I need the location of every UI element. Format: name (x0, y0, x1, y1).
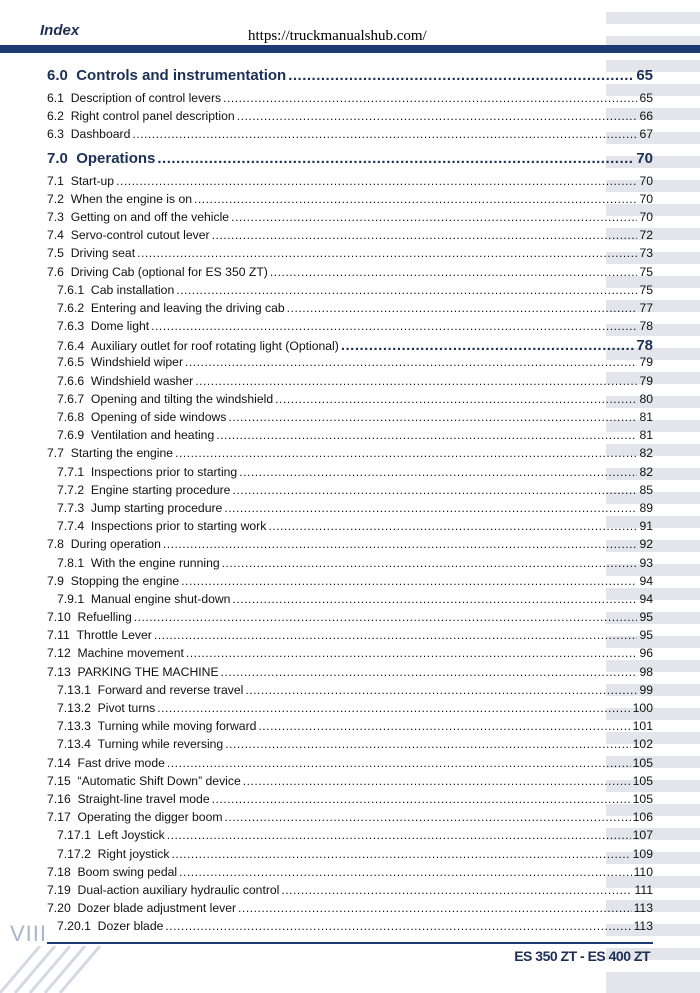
toc-page-number: 75 (639, 264, 653, 279)
toc-entry[interactable] (47, 610, 653, 628)
toc-entry-title (47, 446, 173, 460)
toc-entry[interactable] (47, 901, 653, 919)
toc-entry-title (57, 355, 183, 369)
toc-page-number: 100 (632, 701, 653, 715)
toc-entry[interactable] (47, 537, 653, 555)
toc-entry-text: Driving seat (70, 246, 136, 261)
toc-page-number: 110 (633, 864, 653, 879)
toc-entry-text: Machine movement (77, 646, 184, 661)
toc-entry[interactable] (47, 446, 653, 464)
toc-entry-text: Auxiliary outlet for roof rotating light (Optional) (90, 339, 339, 354)
toc-leader-dots (132, 127, 637, 141)
toc-page-number: 82 (639, 446, 653, 461)
header-rule (0, 45, 700, 53)
toc-page-number: 92 (639, 537, 653, 552)
toc-entry-title (47, 150, 155, 167)
toc-entry[interactable] (47, 828, 653, 846)
toc-entry-number: 7.20.1 (57, 919, 91, 934)
toc-entry[interactable] (47, 683, 653, 701)
toc-entry-title (47, 109, 235, 123)
toc-entry-title (57, 283, 174, 297)
toc-entry[interactable] (47, 192, 653, 210)
toc-leader-dots (167, 756, 631, 770)
toc-entry-title (47, 774, 241, 788)
toc-page-number: 99 (639, 682, 653, 697)
toc-leader-dots (194, 192, 637, 206)
toc-entry-number: 7.5 (47, 246, 64, 261)
toc-entry-title (57, 410, 226, 424)
toc-entry-title (47, 265, 268, 279)
toc-entry[interactable] (47, 319, 653, 337)
toc-entry-number: 7.6.1 (57, 282, 85, 297)
toc-page-number: 78 (636, 337, 653, 355)
toc-entry-title (47, 901, 236, 915)
toc-page-number: 113 (633, 901, 653, 916)
table-of-contents (47, 63, 653, 937)
toc-entry-text: Engine starting procedure (90, 482, 231, 497)
toc-page-number: 70 (639, 173, 653, 188)
toc-entry-text: Opening of side windows (90, 410, 227, 424)
toc-entry-number: 7.13.3 (57, 719, 91, 734)
toc-entry-text: Description of control levers (70, 91, 222, 105)
toc-leader-dots (225, 810, 631, 824)
toc-leader-dots (281, 883, 632, 897)
toc-page-number: 102 (632, 737, 653, 752)
toc-page-number: 91 (639, 519, 653, 534)
toc-page-number: 66 (639, 109, 653, 124)
toc-entry-title (57, 301, 285, 315)
toc-leader-dots (179, 865, 631, 879)
toc-page-number: 73 (639, 246, 653, 261)
toc-leader-dots (137, 246, 637, 260)
toc-entry-title (47, 574, 179, 588)
toc-leader-dots (268, 519, 637, 533)
toc-page-number: 109 (632, 846, 653, 861)
toc-entry-text: Windshield wiper (90, 355, 184, 370)
toc-leader-dots (212, 792, 631, 806)
toc-entry-title (47, 792, 210, 806)
toc-entry-number: 7.1 (47, 173, 64, 188)
toc-entry-text: Dual-action auxiliary hydraulic control (77, 882, 280, 897)
toc-entry-text: Operations (76, 149, 156, 167)
toc-entry[interactable] (47, 810, 653, 828)
toc-entry-number: 7.13.2 (57, 701, 91, 715)
toc-entry-title (47, 756, 165, 770)
toc-entry-number: 7.3 (47, 209, 64, 224)
toc-entry-title (47, 91, 221, 105)
footer-model: ES 350 ZT - ES 400 ZT (514, 948, 650, 964)
toc-leader-dots (171, 847, 630, 861)
toc-entry[interactable] (47, 646, 653, 664)
toc-page-number: 106 (632, 810, 653, 825)
toc-entry-text: When the engine is on (70, 191, 193, 206)
toc-entry-title (57, 592, 230, 606)
footer-decoration (0, 946, 150, 993)
toc-entry[interactable] (47, 628, 653, 646)
toc-leader-dots (175, 446, 637, 460)
toc-page-number: 96 (639, 646, 653, 661)
toc-entry-text: Starting the engine (70, 446, 174, 461)
toc-entry[interactable] (47, 574, 653, 592)
toc-entry[interactable] (47, 337, 653, 355)
toc-leader-dots (270, 265, 638, 279)
toc-entry-title (47, 628, 152, 642)
toc-entry-text: Turning while moving forward (97, 719, 257, 734)
toc-leader-dots (231, 210, 637, 224)
toc-entry-number: 7.6.6 (57, 373, 85, 388)
toc-entry-title (57, 519, 266, 533)
toc-entry[interactable] (47, 919, 653, 937)
toc-entry-text: Cab installation (90, 282, 175, 297)
toc-leader-dots (163, 537, 638, 551)
footer-page-number: VIII (10, 921, 48, 946)
toc-entry-title (47, 174, 114, 188)
toc-leader-dots (221, 665, 638, 679)
toc-entry-text: Inspections prior to starting work (90, 519, 267, 534)
toc-entry-text: Ventilation and heating (90, 428, 215, 443)
toc-entry-text: Refuelling (77, 610, 132, 625)
toc-entry-text: During operation (70, 537, 161, 552)
toc-entry-number: 7.7 (47, 446, 64, 461)
toc-entry-number: 7.8.1 (57, 555, 85, 570)
toc-entry-number: 7.7.3 (57, 500, 85, 515)
toc-entry-text: Dome light (90, 319, 150, 334)
toc-leader-dots (185, 355, 637, 369)
toc-page-number: 79 (639, 355, 653, 370)
toc-entry-title (57, 683, 243, 697)
toc-entry-text: Getting on and off the vehicle (70, 209, 230, 224)
toc-leader-dots (157, 701, 630, 715)
toc-entry-text: Right joystick (97, 846, 170, 861)
toc-entry[interactable] (47, 774, 653, 792)
toc-page-number: 94 (639, 573, 653, 588)
toc-entry-number: 7.9.1 (57, 591, 85, 606)
toc-page-number: 75 (639, 282, 653, 297)
toc-page-number: 95 (639, 628, 653, 643)
toc-entry-number: 7.10 (47, 610, 71, 625)
toc-entry-title (47, 246, 135, 260)
toc-page-number: 111 (634, 882, 653, 897)
toc-entry-text: Stopping the engine (70, 573, 180, 588)
toc-leader-dots (167, 828, 631, 842)
toc-page-number: 67 (639, 127, 653, 142)
toc-leader-dots (228, 410, 637, 424)
toc-entry-number: 7.11 (47, 628, 70, 643)
toc-entry-title (57, 828, 165, 842)
toc-entry[interactable] (47, 301, 653, 319)
toc-page-number: 105 (632, 773, 653, 788)
toc-entry-title (47, 646, 184, 660)
toc-entry-number: 7.20 (47, 901, 71, 916)
toc-entry-number: 7.6.7 (57, 391, 85, 406)
toc-page-number: 113 (633, 919, 653, 934)
toc-entry-number: 7.18 (47, 864, 71, 879)
toc-entry-text: Dozer blade (97, 919, 164, 934)
toc-entry-number: 6.3 (47, 127, 64, 142)
toc-entry-title (57, 465, 237, 479)
toc-entry[interactable] (47, 737, 653, 755)
toc-entry-text: Left Joystick (97, 828, 165, 843)
toc-entry-number: 7.6.8 (57, 410, 85, 424)
toc-entry-number: 7.6.3 (57, 319, 85, 334)
toc-entry-number: 7.13 (47, 664, 71, 679)
toc-leader-dots (275, 392, 637, 406)
toc-page-number: 72 (639, 228, 653, 243)
toc-entry-title (57, 319, 149, 333)
header-url[interactable]: https://truckmanualshub.com/ (248, 28, 427, 44)
toc-entry-number: 7.19 (47, 882, 71, 897)
toc-page-number: 93 (639, 555, 653, 570)
toc-entry-number: 7.7.1 (57, 464, 85, 479)
footer-rule (47, 942, 653, 944)
toc-entry[interactable] (47, 792, 653, 810)
toc-entry-number: 7.7.4 (57, 519, 85, 534)
toc-entry[interactable] (47, 719, 653, 737)
toc-page-number: 101 (632, 719, 653, 734)
toc-entry[interactable] (47, 410, 653, 428)
toc-entry[interactable] (47, 865, 653, 883)
toc-entry-text: Boom swing pedal (77, 864, 178, 879)
toc-page-number: 105 (632, 755, 653, 770)
toc-leader-dots (176, 283, 637, 297)
toc-entry-text: Fast drive mode (77, 755, 165, 770)
toc-page-number: 70 (636, 149, 653, 167)
toc-entry-text: With the engine running (90, 555, 220, 570)
toc-entry-number: 7.7.2 (57, 482, 85, 497)
toc-leader-dots (157, 150, 634, 167)
toc-entry-title (47, 865, 177, 879)
toc-entry-number: 7.6.2 (57, 300, 85, 315)
toc-entry-title (57, 339, 339, 353)
toc-entry-text: Entering and leaving the driving cab (90, 300, 285, 315)
toc-entry-number: 7.12 (47, 646, 71, 661)
toc-entry[interactable] (47, 665, 653, 683)
toc-leader-dots (258, 719, 630, 733)
toc-entry-title (47, 810, 223, 824)
toc-page-number: 95 (639, 610, 653, 625)
toc-leader-dots (154, 628, 638, 642)
toc-entry[interactable] (47, 883, 653, 901)
toc-entry[interactable] (47, 847, 653, 865)
toc-leader-dots (238, 901, 632, 915)
toc-entry-text: Dozer blade adjustment lever (77, 901, 237, 916)
toc-entry-text: Turning while reversing (97, 737, 224, 752)
toc-entry-title (57, 847, 169, 861)
toc-leader-dots (232, 483, 637, 497)
toc-entry[interactable] (47, 428, 653, 446)
toc-page-number: 94 (639, 591, 653, 606)
toc-entry-text: Dashboard (70, 127, 131, 142)
toc-page-number: 81 (639, 410, 653, 424)
toc-entry-number: 7.6 (47, 264, 64, 279)
toc-leader-dots (186, 646, 638, 660)
toc-page-number: 70 (639, 191, 653, 206)
toc-entry-title (57, 483, 230, 497)
toc-entry-number: 7.6.4 (57, 339, 85, 354)
toc-entry-text: Inspections prior to starting (90, 464, 238, 479)
toc-entry-title (57, 919, 163, 933)
toc-entry-title (47, 665, 219, 679)
toc-entry-title (57, 737, 223, 751)
toc-entry-title (57, 374, 193, 388)
toc-entry-text: Throttle Lever (76, 628, 152, 643)
toc-entry-text: Operating the digger boom (77, 810, 223, 825)
toc-leader-dots (239, 465, 637, 479)
toc-leader-dots (223, 91, 637, 105)
toc-leader-dots (243, 774, 631, 788)
toc-entry-title (57, 501, 222, 515)
toc-leader-dots (134, 610, 638, 624)
toc-leader-dots (116, 174, 637, 188)
toc-entry[interactable] (47, 374, 653, 392)
toc-leader-dots (287, 301, 638, 315)
toc-entry[interactable] (47, 392, 653, 410)
toc-entry-text: Servo-control cutout lever (70, 228, 210, 243)
toc-section[interactable] (47, 67, 653, 91)
toc-entry-text: Manual engine shut-down (90, 591, 231, 606)
toc-entry-text: Forward and reverse travel (97, 682, 244, 697)
toc-entry[interactable] (47, 265, 653, 283)
toc-page-number: 78 (639, 319, 653, 334)
toc-entry-text: “Automatic Shift Down” device (77, 773, 241, 788)
toc-entry[interactable] (47, 483, 653, 501)
toc-entry-number: 6.1 (47, 91, 64, 105)
toc-entry-title (47, 883, 279, 897)
toc-entry-text: Start-up (70, 173, 115, 188)
toc-entry[interactable] (47, 210, 653, 228)
toc-entry[interactable] (47, 174, 653, 192)
toc-page-number: 105 (632, 791, 653, 806)
toc-entry[interactable] (47, 756, 653, 774)
toc-entry-text: Pivot turns (97, 701, 156, 715)
toc-entry[interactable] (47, 465, 653, 483)
toc-leader-dots (181, 574, 637, 588)
toc-entry-title (47, 537, 161, 551)
toc-entry-title (57, 428, 214, 442)
toc-entry-number: 7.17.1 (57, 828, 91, 843)
toc-leader-dots (151, 319, 637, 333)
toc-entry-text: Driving Cab (optional for ES 350 ZT) (70, 264, 268, 279)
toc-entry-number: 7.2 (47, 191, 64, 206)
toc-entry-text: PARKING THE MACHINE (77, 664, 219, 679)
toc-entry-number: 6.0 (47, 67, 68, 84)
toc-page-number: 65 (639, 91, 653, 105)
toc-entry-number: 7.17.2 (57, 846, 91, 861)
toc-entry[interactable] (47, 355, 653, 373)
toc-leader-dots (288, 67, 634, 84)
toc-entry[interactable] (47, 519, 653, 537)
toc-entry-title (47, 67, 286, 84)
toc-entry-title (57, 719, 256, 733)
toc-leader-dots (216, 428, 637, 442)
toc-leader-dots (212, 228, 638, 242)
toc-leader-dots (237, 109, 638, 123)
toc-entry-number: 7.13.4 (57, 737, 91, 752)
toc-entry[interactable] (47, 283, 653, 301)
toc-leader-dots (245, 683, 637, 697)
toc-entry[interactable] (47, 556, 653, 574)
toc-entry-title (47, 127, 130, 141)
toc-page-number: 65 (636, 67, 653, 84)
toc-leader-dots (222, 556, 638, 570)
toc-entry-number: 7.0 (47, 149, 68, 167)
toc-entry[interactable] (47, 127, 653, 145)
toc-entry-number: 7.17 (47, 810, 71, 825)
toc-section[interactable] (47, 150, 653, 174)
toc-page-number: 98 (639, 664, 653, 679)
toc-entry-text: Controls and instrumentation (76, 67, 287, 84)
toc-entry-number: 7.9 (47, 573, 64, 588)
toc-page-number: 80 (639, 391, 653, 406)
toc-entry-text: Windshield washer (90, 373, 194, 388)
toc-page-number: 81 (639, 428, 653, 443)
toc-entry-number: 7.4 (47, 228, 64, 243)
toc-leader-dots (165, 919, 631, 933)
toc-leader-dots (195, 374, 637, 388)
toc-page-number: 79 (639, 373, 653, 388)
toc-entry-text: Right control panel description (70, 109, 235, 124)
toc-entry-title (47, 228, 210, 242)
toc-entry-number: 7.14 (47, 755, 71, 770)
toc-entry[interactable] (47, 701, 653, 719)
toc-entry-number: 7.8 (47, 537, 64, 552)
toc-leader-dots (341, 337, 634, 354)
toc-entry-title (57, 556, 220, 570)
toc-entry-number: 7.6.5 (57, 355, 85, 370)
toc-entry[interactable] (47, 109, 653, 127)
toc-entry-text: Opening and tilting the windshield (90, 391, 274, 406)
toc-entry[interactable] (47, 91, 653, 109)
toc-page-number: 107 (632, 828, 653, 843)
toc-entry-title (47, 192, 192, 206)
toc-entry-number: 7.16 (47, 791, 71, 806)
toc-leader-dots (225, 737, 630, 751)
header-title: Index (40, 22, 80, 39)
toc-entry[interactable] (47, 501, 653, 519)
toc-entry-title (47, 210, 229, 224)
toc-page-number: 89 (639, 500, 653, 515)
toc-entry-number: 7.6.9 (57, 428, 85, 443)
toc-entry[interactable] (47, 228, 653, 246)
toc-page-number: 77 (639, 300, 653, 315)
toc-entry-number: 7.15 (47, 773, 71, 788)
toc-entry[interactable] (47, 592, 653, 610)
toc-entry-number: 6.2 (47, 109, 64, 124)
toc-page-number: 85 (639, 482, 653, 497)
toc-leader-dots (232, 592, 637, 606)
toc-entry-title (47, 610, 132, 624)
toc-page-number: 70 (639, 209, 653, 224)
toc-entry-number: 7.13.1 (57, 682, 91, 697)
toc-entry-text: Jump starting procedure (90, 500, 223, 515)
toc-entry-title (57, 701, 155, 715)
toc-entry-title (57, 392, 273, 406)
toc-entry[interactable] (47, 246, 653, 264)
toc-page-number: 82 (639, 464, 653, 479)
toc-leader-dots (224, 501, 637, 515)
toc-entry-text: Straight-line travel mode (77, 791, 210, 806)
